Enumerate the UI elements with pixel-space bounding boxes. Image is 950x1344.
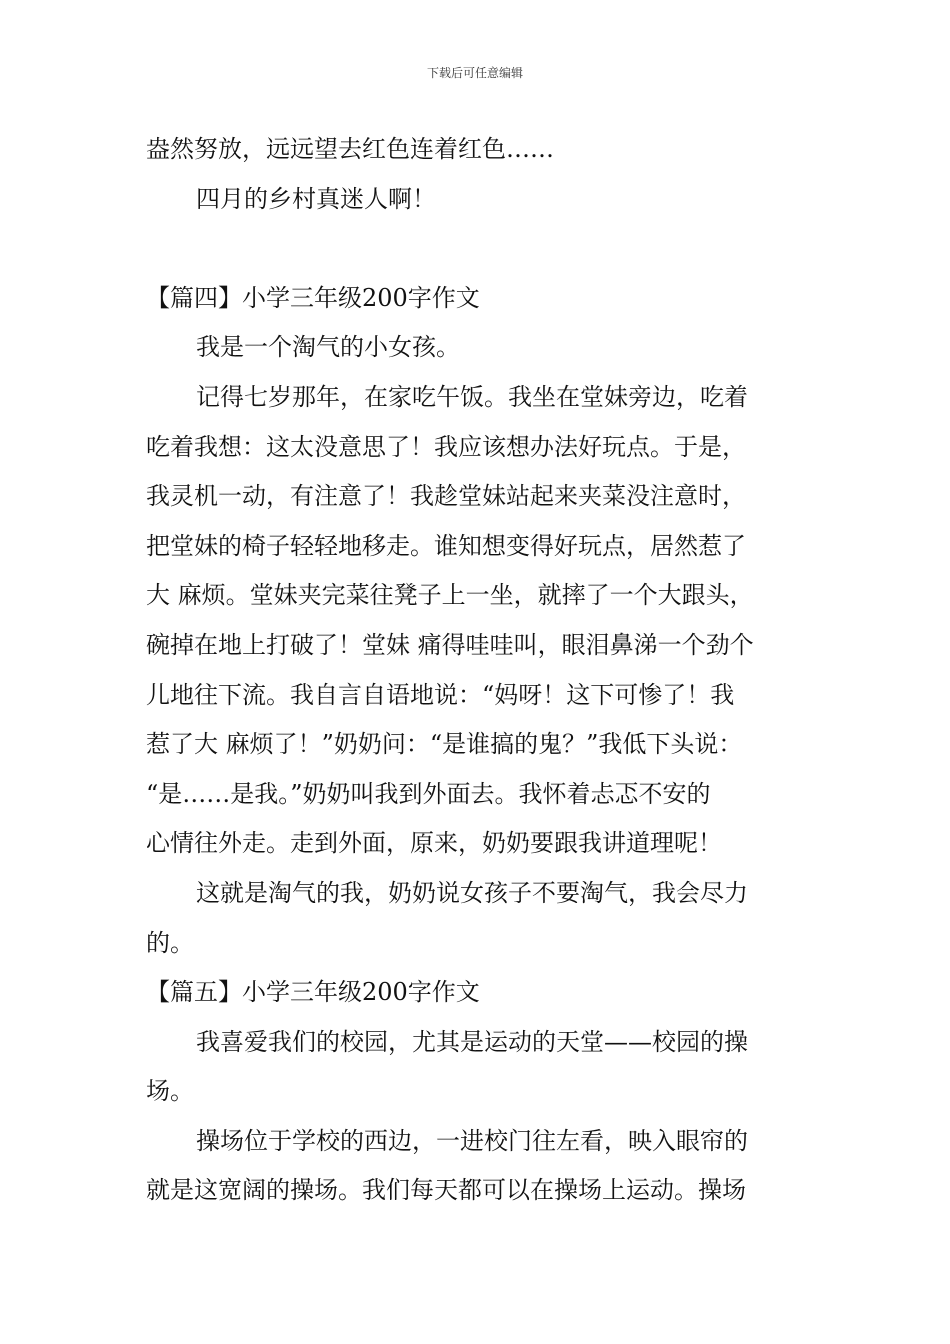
paragraph-line: 记得七岁那年，在家吃午饭。我坐在堂妹旁边，吃着 <box>196 382 748 411</box>
document-body <box>146 125 826 1216</box>
text-line: “是……是我。”奶奶叫我到外面去。我怀着忐忑不安的 <box>146 779 711 808</box>
text-line: 把堂妹的椅子轻轻地移走。谁知想变得好玩点，居然惹了 <box>146 531 746 560</box>
paragraph-line: 操场位于学校的西边，一进校门往左看，映入眼帘的 <box>196 1126 748 1155</box>
paragraph-line: 这就是淘气的我，奶奶说女孩子不要淘气，我会尽力 <box>196 878 748 907</box>
page-header: 下载后可任意编辑 <box>426 66 523 80</box>
paragraph-line: 四月的乡村真迷人啊！ <box>196 184 436 213</box>
text-line: 的。 <box>146 928 194 957</box>
section-heading: 【篇五】小学三年级200字作文 <box>146 978 480 1007</box>
blank-line <box>146 224 826 274</box>
text-line: 惹了大 麻烦了！”奶奶问：“是谁搞的鬼？”我低下头说： <box>146 730 743 759</box>
text-line: 儿地往下流。我自言自语地说：“妈呀！这下可惨了！我 <box>146 680 735 709</box>
text-line: 心情往外走。走到外面，原来，奶奶要跟我讲道理呢！ <box>146 829 722 858</box>
section-heading: 【篇四】小学三年级200字作文 <box>146 283 480 312</box>
text-line: 就是这宽阔的操场。我们每天都可以在操场上运动。操场 <box>146 1176 746 1205</box>
text-line: 我灵机一动，有注意了！我趁堂妹站起来夹菜没注意时， <box>146 482 746 511</box>
paragraph-line: 我喜爱我们的校园，尤其是运动的天堂——校园的操 <box>196 1027 748 1056</box>
paragraph-line: 我是一个淘气的小女孩。 <box>196 333 460 362</box>
text-line: 场。 <box>146 1077 194 1106</box>
text-line: 碗掉在地上打破了！堂妹 痛得哇哇叫，眼泪鼻涕一个劲个 <box>146 630 754 659</box>
text-line: 吃着我想：这太没意思了！我应该想办法好玩点。于是， <box>146 432 746 461</box>
text-line: 盎然努放，远远望去红色连着红色…… <box>146 135 554 163</box>
text-line: 大 麻烦。堂妹夹完菜往凳子上一坐，就摔了一个大跟头， <box>146 581 754 610</box>
